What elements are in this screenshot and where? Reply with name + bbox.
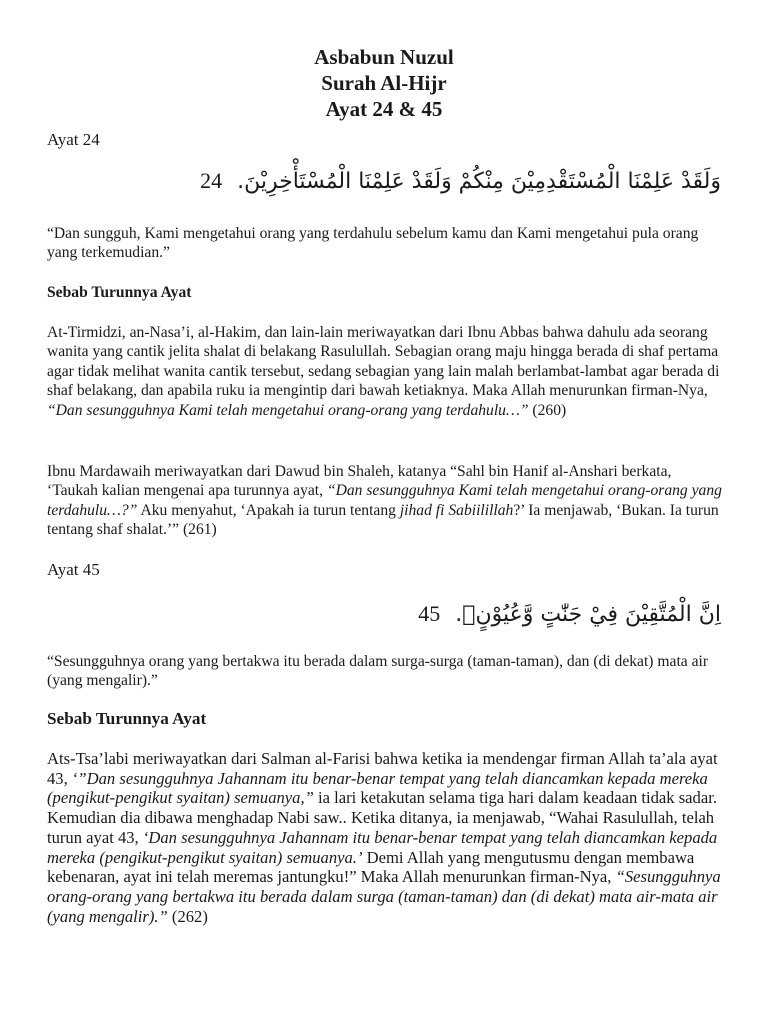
title-line-1: Asbabun Nuzul <box>314 45 454 69</box>
paragraph-text: Aku menyahut, ‘Apakah ia turun tentang <box>137 501 400 519</box>
ayat-24-number: 24 <box>200 168 223 193</box>
ayat-45-sebab-heading: Sebab Turunnya Ayat <box>47 709 207 728</box>
ayat-24-arabic-line <box>200 168 721 194</box>
paragraph-quote: “Dan sesungguhnya Kami telah mengetahui orang-orang yang terdahulu…?” <box>47 482 722 519</box>
paragraph-quote: “Dan sesungguhnya Kami telah mengetahui orang-orang yang terdahulu…” <box>47 401 529 419</box>
ayat-45-label: Ayat 45 <box>47 560 100 579</box>
ayat-24-arabic-text: وَلَقَدْ عَلِمْنَا الْمُسْتَقْدِمِيْنَ مِنْكُمْ وَلَقَدْ عَلِمْنَا الْمُسْتَأْخِرِيْنَ. <box>237 169 721 194</box>
paragraph-text: Demi Allah yang mengutusmu dengan membawa kebenaran, ayat ini telah meremas jantungku!” Maka Allah menurunkan firman-Nya, <box>47 847 695 887</box>
ayat-45-arabic-line <box>418 601 721 627</box>
paragraph-quote: “Sesungguhnya orang-orang yang bertakwa itu berada dalam surga (taman-taman) dan (di dekat) mata air-mata air (yang mengalir).” <box>47 867 721 926</box>
paragraph-text: Ats-Tsa’labi meriwayatkan dari Salman al-Farisi bahwa ketika ia mendengar firman Allah ta’ala ayat 43, <box>47 749 718 788</box>
ayat-45-arabic-text: اِنَّ الْمُتَّقِيْنَ فِيْ جَنّٰتٍ وَّعُيُوْنٍۗ. <box>455 602 721 627</box>
paragraph-quote: ‘Dan sesungguhnya Jahannam itu benar-benar tempat yang telah diancamkan kepada mereka (pengikut-pengikut syaitan) semuanya.’ <box>47 827 718 867</box>
ayat-24-sebab-heading: Sebab Turunnya Ayat <box>47 284 192 301</box>
paragraph-quote: ‘”Dan sesungguhnya Jahannam itu benar-benar tempat yang telah diancamkan kepada mereka (pengikut-pengikut syaitan) semuanya,” <box>47 768 708 808</box>
title-line-3: Ayat 24 & 45 <box>325 97 443 121</box>
ayat-24-paragraph-2 <box>47 462 723 540</box>
paragraph-text: Ibnu Mardawaih meriwayatkan dari Dawud bin Shaleh, katanya “Sahl bin Hanif al-Anshari berkata, ‘Taukah kalian mengenai apa turunnya ayat, <box>47 463 672 500</box>
ayat-24-label: Ayat 24 <box>47 130 100 149</box>
paragraph-ref: (262) <box>167 906 208 926</box>
ayat-45-translation: “Sesungguhnya orang yang bertakwa itu berada dalam surga-surga (taman-taman), dan (di dekat) mata air (yang mengalir).” <box>47 653 709 690</box>
paragraph-text: At-Tirmidzi, an-Nasa’i, al-Hakim, dan lain-lain meriwayatkan dari Ibnu Abbas bahwa dahulu ada seorang wanita yang cantik jelita shalat di belakang Rasulullah. Sebagian orang maju hingga berada di shaf pertama agar tidak melihat wanita cantik tersebut, sedang sebagian yang lain malah berlambat-lambat agar berada di shaf belakang, dan apabila ruku ia mengintip dari bawah ketiaknya. Maka Allah menurunkan firman-Nya, <box>47 324 720 400</box>
ayat-24-paragraph-1 <box>47 323 723 420</box>
title-line-2: Surah Al-Hijr <box>321 71 447 95</box>
ayat-24-translation: “Dan sungguh, Kami mengetahui orang yang terdahulu sebelum kamu dan Kami mengetahui pula orang yang terkemudian.” <box>47 225 699 262</box>
ayat-45-number: 45 <box>418 601 441 626</box>
paragraph-text: ?’ Ia menjawab, ‘Bukan. Ia turun tentang shaf shalat.’” (261) <box>47 501 719 539</box>
ayat-45-paragraph <box>47 749 723 926</box>
paragraph-term: jihad fi Sabiilillah <box>399 501 514 519</box>
paragraph-ref: (260) <box>528 401 567 419</box>
document-title <box>0 44 768 122</box>
paragraph-text: ia lari ketakutan selama tiga hari dalam keadaan tidak sadar. Kemudian dia dibawa menghadap Nabi saw.. Ketika ditanya, ia menjawab, “Wahai Rasulullah, telah turun ayat 43, <box>47 788 717 847</box>
